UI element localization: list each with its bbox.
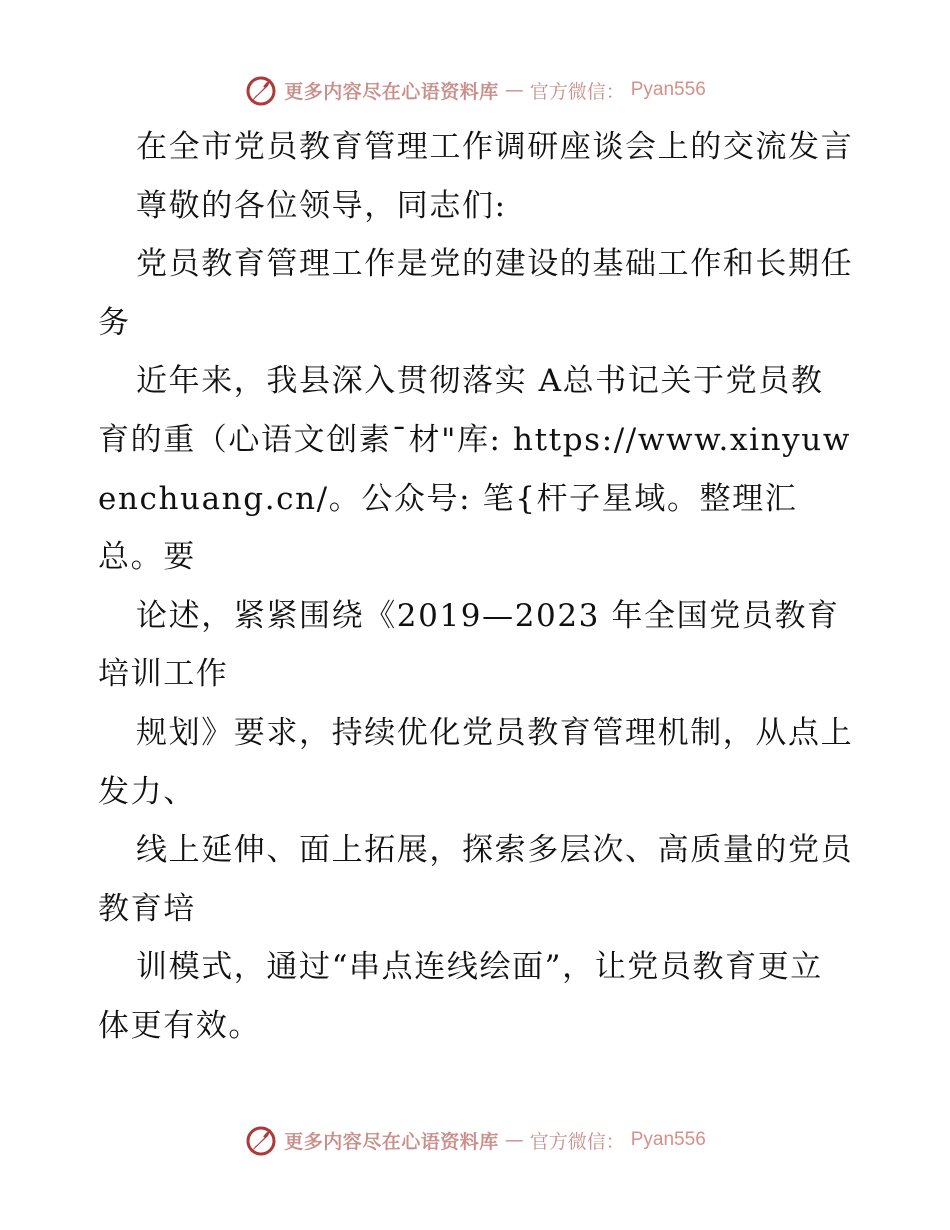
quill-logo-icon <box>244 1123 278 1157</box>
paragraph: 规划》要求，持续优化党员教育管理机制，从点上发力、 <box>98 714 854 810</box>
salutation: 尊敬的各位领导，同志们: <box>136 187 507 224</box>
document-title: 在全市党员教育管理工作调研座谈会上的交流发言 <box>136 129 854 165</box>
paragraph: 党员教育管理工作是党的建设的基础工作和长期任务 <box>98 246 854 341</box>
header-wechat-label: 官方微信： <box>529 80 625 103</box>
footer-watermark-banner <box>0 1120 950 1160</box>
header-watermark-banner <box>0 70 950 110</box>
quill-logo-icon <box>244 73 278 107</box>
header-brand-text: 更多内容尽在心语资料库 <box>284 80 499 103</box>
paragraph: 线上延伸、面上拓展，探索多层次、高质量的党员教育培 <box>98 832 854 927</box>
footer-separator: — <box>504 1129 524 1151</box>
document-body <box>98 118 854 1056</box>
footer-wechat-label: 官方微信： <box>529 1130 625 1153</box>
paragraph: 论述，紧紧围绕《2019—2023 年全国党员教育培训工作 <box>98 597 840 693</box>
footer-brand-text: 更多内容尽在心语资料库 <box>284 1130 499 1153</box>
header-wechat-id: Pyan556 <box>630 79 706 100</box>
paragraph: 近年来，我县深入贯彻落实 A总书记关于党员教育的重（心语文创素¯材"库: https://www.xinyuwenchuang.cn/。公众号: 笔{杆子星域。整理汇总。要 <box>98 363 851 576</box>
paragraph: 训模式，通过“串点连线绘面”，让党员教育更立体更有效。 <box>98 949 823 1044</box>
header-separator: — <box>504 79 524 101</box>
footer-wechat-id: Pyan556 <box>630 1129 706 1150</box>
